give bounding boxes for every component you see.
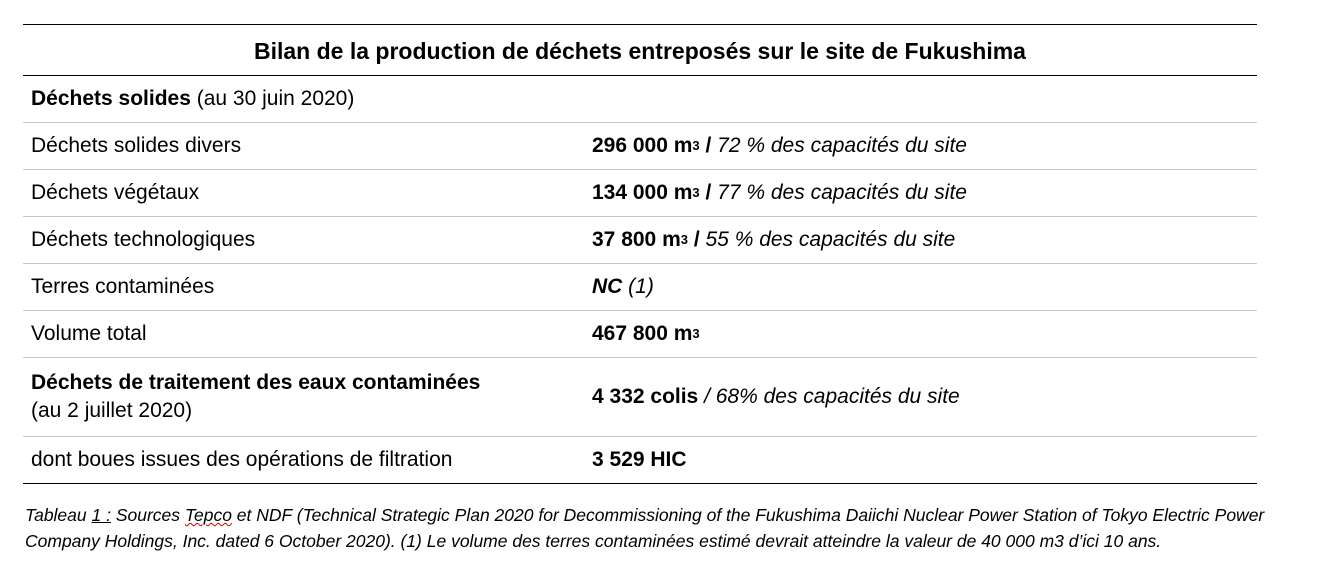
caption-text: et NDF (Technical Strategic Plan 2020 for Decommissioning of the Fukushima Daiichi Nuclear Power Station of Tokyo Electric Power Company Holdings, Inc. dated 6 October 2020). (1) Le volume des terres contaminées estimé devrait atteindre la valeur de 40 000 m3 d’ici 10 ans.	[25, 505, 1265, 551]
table-row	[23, 264, 1257, 311]
row-note: 77 % des capacités du site	[717, 181, 967, 204]
caption-table-number: 1 :	[91, 505, 111, 525]
section-header-row	[23, 76, 1257, 123]
row-label: Déchets végétaux	[31, 181, 200, 204]
table-row	[23, 217, 1257, 264]
row-note: / 68% des capacités du site	[698, 385, 960, 408]
table-row	[23, 437, 1257, 483]
row-value: 467 800 m	[592, 322, 693, 345]
row-label: dont boues issues des opérations de filtration	[31, 448, 453, 471]
table-row	[23, 358, 1257, 437]
row-label: Volume total	[31, 322, 147, 345]
row-note: (1)	[622, 275, 654, 298]
row-label: Terres contaminées	[31, 275, 215, 298]
row-value-cell	[592, 358, 960, 436]
value-separator: /	[699, 134, 718, 157]
section-header-bold: Déchets solides	[31, 87, 191, 110]
row-value: 296 000 m	[592, 134, 693, 157]
row-value-cell: 467 800 m 3	[592, 322, 700, 345]
value-separator: /	[687, 228, 706, 251]
row-value: 4 332 colis	[592, 385, 699, 408]
value-separator: /	[699, 181, 718, 204]
row-label: Déchets de traitement des eaux contaminées	[31, 371, 481, 394]
row-label: Déchets technologiques	[31, 228, 256, 251]
row-value-cell: 134 000 m 3 / 77 % des capacités du site	[592, 181, 967, 204]
table-row	[23, 311, 1257, 358]
table-caption: Tableau 1 : Sources Tepco et NDF (Technical Strategic Plan 2020 for Decommissioning of the Fukushima Daiichi Nuclear Power Station of Tokyo Electric Power Company Holdings, Inc. dated 6 October 2020). (1) Le volume des terres contaminées estimé devrait atteindre la valeur de 40 000 m3 d’ici 10 ans.	[25, 505, 1265, 551]
row-value-cell: 37 800 m 3 / 55 % des capacités du site	[592, 228, 956, 251]
table-row	[23, 123, 1257, 170]
row-value: NC	[592, 275, 623, 298]
row-value-cell	[592, 264, 654, 310]
table-title: Bilan de la production de déchets entreposés sur le site de Fukushima	[23, 25, 1257, 76]
table-row	[23, 170, 1257, 217]
row-label: Déchets solides divers	[31, 134, 242, 157]
row-label-date: (au 2 juillet 2020)	[31, 399, 193, 422]
section-header-date: (au 30 juin 2020)	[190, 87, 355, 110]
row-value: 134 000 m	[592, 181, 693, 204]
row-value-cell	[592, 437, 687, 483]
caption-source-tepco: Tepco	[184, 505, 232, 525]
row-note: 55 % des capacités du site	[705, 228, 956, 251]
row-note: 72 % des capacités du site	[717, 134, 967, 157]
row-value-cell: 296 000 m 3 / 72 % des capacités du site	[592, 134, 967, 157]
row-value: 37 800 m	[592, 228, 681, 251]
row-value: 3 529 HIC	[592, 448, 687, 471]
waste-table	[23, 24, 1257, 484]
